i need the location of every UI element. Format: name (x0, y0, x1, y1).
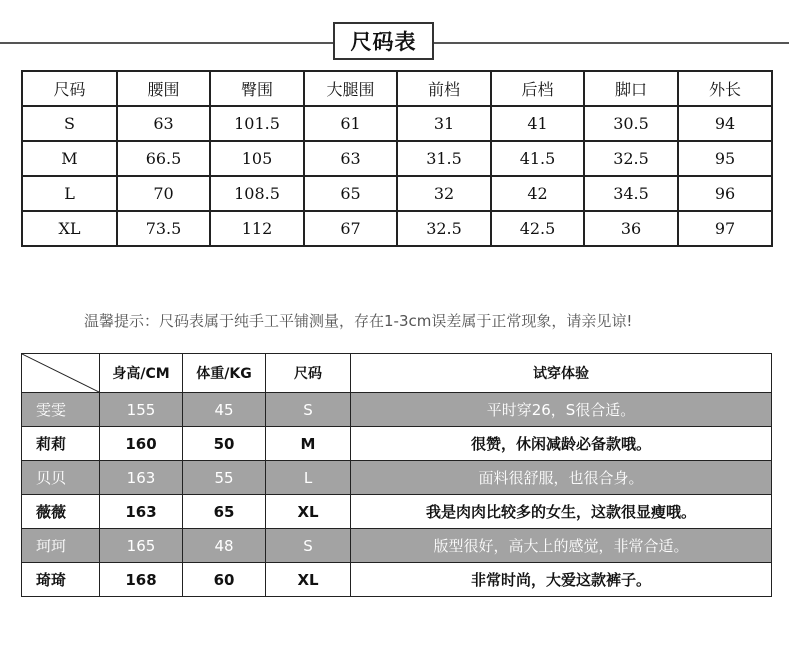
size-table-header (22, 71, 772, 106)
table-cell: 61 (304, 106, 397, 141)
diagonal-line (22, 354, 99, 392)
table-row (22, 393, 772, 427)
table-row (22, 211, 772, 246)
size-table (21, 70, 773, 247)
table-cell: S (22, 106, 117, 141)
header-thigh: 大腿围 (304, 71, 397, 106)
table-cell: 41.5 (491, 141, 584, 176)
header-front-rise: 前档 (397, 71, 491, 106)
table-cell: 160 (100, 427, 183, 461)
table-cell: 63 (304, 141, 397, 176)
table-cell: 31.5 (397, 141, 491, 176)
header-leg-opening: 脚口 (584, 71, 678, 106)
table-cell: 108.5 (210, 176, 304, 211)
table-cell: S (266, 393, 351, 427)
table-cell: 平时穿26，S很合适。 (351, 393, 772, 427)
table-cell: 101.5 (210, 106, 304, 141)
table-cell: 63 (117, 106, 210, 141)
table-cell: 版型很好，高大上的感觉，非常合适。 (351, 529, 772, 563)
table-cell: 36 (584, 211, 678, 246)
table-cell: 165 (100, 529, 183, 563)
title-rule-right (434, 42, 789, 44)
table-cell: L (22, 176, 117, 211)
table-cell: 32.5 (397, 211, 491, 246)
model-name: 薇薇 (22, 495, 100, 529)
table-cell: 42.5 (491, 211, 584, 246)
table-cell: 60 (183, 563, 266, 597)
table-cell: 65 (183, 495, 266, 529)
table-cell: 105 (210, 141, 304, 176)
model-name: 珂珂 (22, 529, 100, 563)
try-on-table (21, 353, 772, 597)
measurement-tip: 温馨提示：尺码表属于纯手工平铺测量，存在1-3cm误差属于正常现象，请亲见谅! (84, 312, 633, 330)
table-cell: 45 (183, 393, 266, 427)
table-cell: 97 (678, 211, 772, 246)
table-row (22, 495, 772, 529)
header-waist: 腰围 (117, 71, 210, 106)
table-cell: S (266, 529, 351, 563)
table-cell: 我是肉肉比较多的女生，这款很显瘦哦。 (351, 495, 772, 529)
table-cell: 96 (678, 176, 772, 211)
table-cell: 67 (304, 211, 397, 246)
table-cell: 42 (491, 176, 584, 211)
header-hip: 臀围 (210, 71, 304, 106)
table-row (22, 106, 772, 141)
table-row (22, 563, 772, 597)
table-cell: 30.5 (584, 106, 678, 141)
table-cell: 31 (397, 106, 491, 141)
table-cell: 95 (678, 141, 772, 176)
table-cell: 163 (100, 461, 183, 495)
header-size: 尺码 (266, 354, 351, 393)
table-row (22, 176, 772, 211)
table-cell: 面料很舒服，也很合身。 (351, 461, 772, 495)
table-cell: 32 (397, 176, 491, 211)
page-title: 尺码表 (333, 22, 434, 60)
table-cell: XL (22, 211, 117, 246)
table-cell: 非常时尚，大爱这款裤子。 (351, 563, 772, 597)
try-on-table-header (22, 354, 772, 393)
table-cell: 73.5 (117, 211, 210, 246)
table-cell: 很赞，休闲减龄必备款哦。 (351, 427, 772, 461)
table-cell: 66.5 (117, 141, 210, 176)
header-weight: 体重/KG (183, 354, 266, 393)
table-cell: 168 (100, 563, 183, 597)
table-cell: 70 (117, 176, 210, 211)
table-cell: 112 (210, 211, 304, 246)
table-row (22, 461, 772, 495)
model-name: 贝贝 (22, 461, 100, 495)
table-cell: 41 (491, 106, 584, 141)
table-cell: 55 (183, 461, 266, 495)
table-cell: XL (266, 563, 351, 597)
header-size: 尺码 (22, 71, 117, 106)
table-row (22, 529, 772, 563)
table-cell: 32.5 (584, 141, 678, 176)
table-cell: 48 (183, 529, 266, 563)
table-cell: M (266, 427, 351, 461)
table-cell: XL (266, 495, 351, 529)
table-cell: 163 (100, 495, 183, 529)
table-row (22, 141, 772, 176)
header-height: 身高/CM (100, 354, 183, 393)
table-row (22, 427, 772, 461)
title-rule-left (0, 42, 333, 44)
table-cell: 94 (678, 106, 772, 141)
table-cell: 34.5 (584, 176, 678, 211)
header-back-rise: 后档 (491, 71, 584, 106)
diagonal-corner-cell (22, 354, 100, 393)
header-outseam: 外长 (678, 71, 772, 106)
table-cell: 65 (304, 176, 397, 211)
table-cell: L (266, 461, 351, 495)
model-name: 莉莉 (22, 427, 100, 461)
header-experience: 试穿体验 (351, 354, 772, 393)
table-cell: M (22, 141, 117, 176)
model-name: 琦琦 (22, 563, 100, 597)
model-name: 雯雯 (22, 393, 100, 427)
table-cell: 155 (100, 393, 183, 427)
table-cell: 50 (183, 427, 266, 461)
